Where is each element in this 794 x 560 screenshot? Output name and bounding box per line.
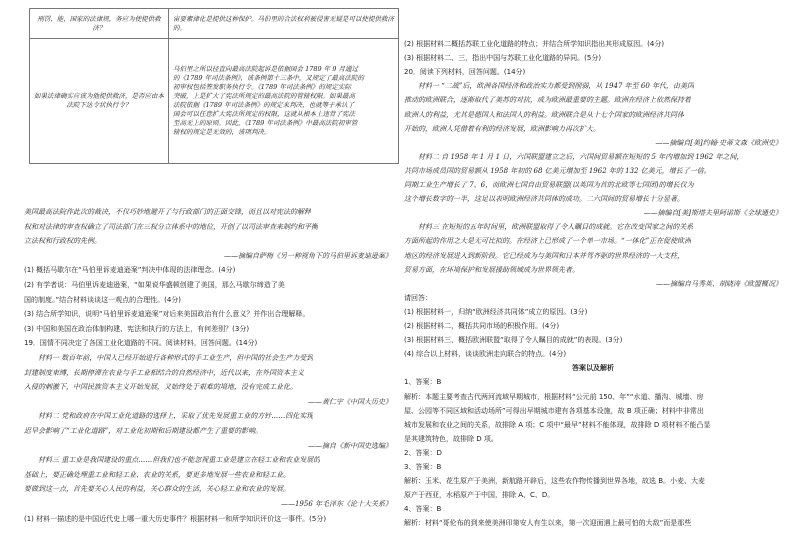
text-line: 方面所起的作用之大是无可比拟的。在经济上已形成了一个单一市场。“一体化”正在促使欧洲 — [404, 237, 692, 246]
table-cell-question: 如果法律确实应该为他提供救济，是否应由本法院下达令状执行令？ — [30, 39, 169, 164]
text-line: 立法权和行政权的先例。 — [24, 237, 101, 246]
text-line: 屋、公园等不同区域和活动场所”可得出早期城市建有各项基本设施，故 B 项正确；材料中非常出 — [404, 406, 704, 415]
source-citation: ——黄仁宇《中国大历史》 — [308, 397, 392, 406]
text-line: (3) 根据材料三，概括欧洲联盟“取得了令人瞩目的成就”的表现。(3分) — [404, 336, 623, 345]
text-line: 地区的经济发展进入到新阶段。它已经成为与美国和日本并驾齐驱的世界经济的一大支柱， — [404, 251, 684, 260]
text-line: 国的制度。”结合材料谈谈这一观点的合理性。(4分) — [24, 295, 182, 304]
text-line: (3) 根据材料二、三，指出中国与苏联工业化道路的异同。(5分) — [404, 54, 602, 63]
table-cell-answer: 宙要素律化是提供这种保护。马伯里的合法权利被侵害无疑是可以使提供救济的。 — [169, 9, 399, 39]
table-row — [30, 9, 399, 39]
answer-line: 突破，上是扩大了宪法所规定的最高法院的管辖权限。如果最高 — [173, 92, 355, 100]
source-citation: ——摘自《新中国史选编》 — [308, 441, 392, 450]
text-line: 4、答案：B — [404, 505, 442, 514]
answer-line: 初审权包括签发职务执行令。《1789 年司法条例》的规定实际 — [173, 83, 351, 91]
text-line: 基础上，要正确处理重工业和轻工业、农业的关系，要更多地发展一些农业和轻工业。 — [24, 470, 290, 479]
text-line: 共同市场成员国的贸易额从 1958 年初的 68 亿美元增加至 1962 年的 132 亿美元，增长了一倍。 — [404, 166, 711, 175]
source-citation: ——摘编自[美]约翰·史蒂文森《欧洲史》 — [655, 138, 782, 147]
text-line: 这个增长数字的一半，这足以表明欧洲经济共同体的成功。二六国间的贸易增长十分显著。 — [404, 195, 684, 204]
text-line: 请回答： — [404, 293, 432, 302]
source-citation: ——摘编自马秀英、胡晓涛《欧盟概况》 — [656, 279, 782, 288]
text-line: 推动的欧洲联合，逐渐取代了美苏的对抗，成为欧洲最重要的主题。欧洲在经济上依然保持着 — [404, 96, 691, 105]
table-cell-question: 刑罚、能，国家的法律规，务应为使提供救济？ — [30, 9, 169, 39]
text-line: (1) 概括马歇尔在“马伯里诉麦迪逊案”判决中体现的法律理念。(4分) — [24, 266, 236, 275]
text-line: 迟早会影响了“工业化道路”，对工业化初期和后期建设都产生了重要的影响。 — [24, 427, 263, 435]
text-line: 材料一 数百年前，中国人已经开始进行各种形式的手工业生产，但中国的社会生产力受到 — [38, 354, 314, 362]
text-line: 材料一 “二战”后，欧洲各国经济和政治实力都受到削弱，从 1947 年至 60 年代，由美国 — [418, 82, 695, 91]
text-line: (3) 中国和美国在政治体制构建、宪法和执行的方法上，有何差别？(3分) — [24, 324, 250, 333]
text-line: 城市发展和农业之间的关系，故排除 A 项；C 项中“最早”材料不能体现，故排除 D 项材料不能凸显 — [404, 420, 711, 429]
text-line: 原产于西亚，水稻原产于中国，排除 A、C、D。 — [404, 491, 555, 500]
text-line: 是其建筑特色，故排除 D 项。 — [404, 434, 498, 443]
text-line: (4) 综合以上材料，谈谈欧洲走向联合的特点。(4分) — [404, 350, 567, 359]
text-line: 材料三 在短短的五年时间里，欧洲联盟取得了令人瞩目的成就。它在改变国家之间的关系 — [418, 223, 694, 232]
text-line: 开始的，欧洲人凭借着有利的经济发展，欧洲影响力再次扩大。 — [404, 124, 600, 133]
text-line: 解析：材料“哥伦布的到来使美洲印第安人有生以来，第一次迎面遇上最可怕的大敌”而是那些 — [404, 519, 692, 528]
text-line: 材料二 自 1958 年 1 月 1 日，六国联盟建立之后，六国间贸易额在短短的 5 年内增加到 1962 年之间， — [418, 152, 744, 161]
text-line: 贸易方面，在环境保护和发展援助领域成为世界领先者。 — [404, 265, 579, 274]
text-line: (1) 材料一描述的是中国近代史上哪一重大历史事件？根据材料一和所学知识评价这一事件。(5分) — [24, 514, 327, 523]
source-citation: ——摘编自萨梅《另一种视角下的马伯里诉麦迪逊案》 — [224, 251, 392, 260]
answer-line: 国会可以任意扩大宪法所规定的权限，这就从根本上违背了宪法 — [173, 110, 355, 118]
text-line: 入侵的刺激下，中国民族资本主义开始发展，又始终处于艰难的境地，没有完成工业化。 — [24, 383, 297, 392]
text-line: 同期工业生产增长了 7、6，而欧洲七国自由贸易联盟(以英国为首的北欧等七国团)的增长仅为 — [404, 181, 694, 189]
text-line: (2) 根据材料二概括苏联工业化道路的特点；并结合所学知识指出其形成原因。(4分) — [404, 40, 665, 48]
text-line: 材料二 党和政府在中国工业化道路的选择上，采取了优先发展重工业的方针……四化实现 — [38, 412, 314, 421]
answer-line: 马伯里之所以径直向最高法院起诉是依据国会 1789 年 9 月通过 — [173, 65, 358, 73]
text-line: 答案以及解析 — [572, 364, 614, 373]
text-line: 封建制度束缚，长期停滞在农业与手工业相结合的自然经济中，近代以来，在外国资本主义 — [24, 368, 304, 377]
table-cell-answer — [169, 39, 399, 164]
answer-line: 辖权的规定是无效的，该项判决。 — [173, 128, 271, 136]
question-table — [29, 8, 399, 164]
source-citation: ——1956 年毛泽东《论十大关系》 — [280, 500, 392, 508]
text-line: (1) 根据材料一，归纳“欧洲经济共同体”成立的原因。(3分) — [404, 307, 588, 316]
answer-line: 法院依据《1789 年司法条例》的规定来判决，也就等于承认了 — [173, 101, 355, 109]
text-line: (2) 有学者说：马伯里诉麦迪逊案，“如果说华盛顿创建了美国，那么马歇尔缔造了美 — [24, 281, 285, 289]
text-line: 3、答案：B — [404, 463, 442, 471]
text-line: 19．国情不同决定了各国工业化道路的不同。阅读材料，回答问题。(14分) — [24, 339, 258, 348]
text-line: 材料三 重工业是我国建设的重点……但我们也不能忽视重工业是建立在轻工业和农业发展的 — [38, 456, 321, 465]
text-line: 欧洲人的利益，尤其是德国人和法国人的利益。欧洲联合是从十七个国家的欧洲经济共同体 — [404, 110, 684, 119]
answer-line: 的《1789 年司法条例》，该条例第十三条中，又规定了最高法院的 — [173, 74, 364, 82]
text-line: 20．阅读下列材料，回答问题。(14分) — [404, 68, 526, 77]
text-line: 2、答案：D — [404, 448, 442, 457]
answer-line: 至高无上的原则。因此，《1789 年司法条例》中最高法院初审管 — [173, 119, 358, 127]
source-citation: ——摘编自[美]斯塔夫里阿诺斯《全球通史》 — [643, 209, 782, 218]
text-line: 要做到这一点，首先要关心人民的利益，关心群众的生活，关心轻工业和农业的发展。 — [24, 485, 290, 494]
text-line: 1、答案：B — [404, 378, 442, 387]
text-line: 解析：玉米、花生原产于美洲，新航路开辟后，这些农作物传播到世界各地，故选 B。小麦、大麦 — [404, 477, 706, 486]
text-line: 美国最高法院作此次的裁决，不仅巧妙地避开了与行政部门的正面交锋，而且以对宪法的解释 — [24, 208, 311, 216]
text-line: 权和对法律的审查权确立了司法部门在三权分立体系中的地位，开创了以司法审查来制约和平衡 — [24, 222, 318, 231]
text-line: (3) 结合所学知识，说明“马伯里诉麦迪逊案”对后来美国政治有什么意义？并作出合理解释。 — [24, 310, 310, 319]
table-row — [30, 39, 399, 164]
text-line: (2) 根据材料二，概括共同市场的积极作用。(4分) — [404, 322, 560, 330]
text-line: 解析：本题主要考查古代两河流域早期城市，根据材料“公元前 150、年”“水道、播沟、城墙、房 — [404, 392, 704, 401]
